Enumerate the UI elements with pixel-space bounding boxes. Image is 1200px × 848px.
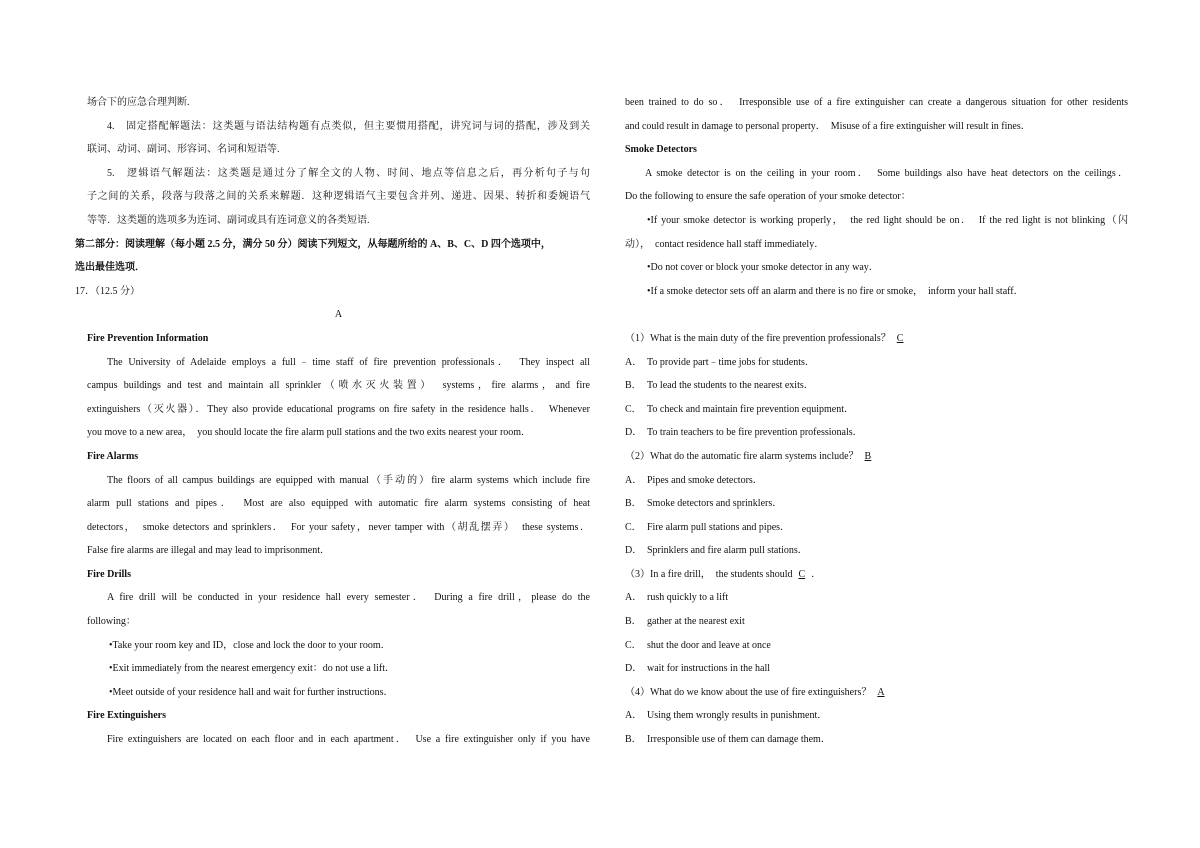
option-letter: B． xyxy=(625,616,642,628)
question-1-option-b xyxy=(625,374,1128,398)
p4-cont-line-2: and could result in damage to personal property． Misuse of a fire extinguisher will result in fines． xyxy=(625,120,1031,132)
p3-line-2: following： xyxy=(87,616,136,628)
p1-line-1: The University of Adelaide employs a full﹣time staff of fire prevention professionals． They inspect all xyxy=(107,356,590,368)
answer-blank: C xyxy=(798,568,806,580)
heading-smoke-detectors: Smoke Detectors xyxy=(625,144,697,156)
question-1-option-d xyxy=(625,421,1128,445)
option-letter: D． xyxy=(625,663,643,675)
tip-5-line-2: 子之间的关系，段落与段落之间的关系来解题．这种逻辑语气主要包含并列、递进、因果、转折和委婉语气 xyxy=(87,191,590,203)
drill-bullet-2: •Exit immediately from the nearest emergency exit：do not use a lift． xyxy=(109,663,396,675)
p5-line-1: A smoke detector is on the ceiling in your room． Some buildings also have heat detectors on the ceilings． xyxy=(645,167,1128,179)
question-2-option-b xyxy=(625,492,1128,516)
option-letter: B． xyxy=(625,380,642,392)
smoke-bullet-1-line-2: 动）， contact residence hall staff immediately． xyxy=(625,238,825,250)
tip-4-line-2: 联词、动词、副词、形容词、名词和短语等. xyxy=(87,144,280,156)
passage-title: Fire Prevention Information xyxy=(87,332,209,344)
answer-blank: A xyxy=(877,686,885,698)
smoke-bullet-2: •Do not cover or block your smoke detector in any way． xyxy=(647,262,879,274)
intro-tail: 场合下的应急合理判断. xyxy=(87,97,190,108)
question-3-option-b xyxy=(625,610,1128,634)
p2-line-2: alarm pull stations and pipes． Most are also equipped with automatic fire alarm systems consisting of heat xyxy=(87,498,590,510)
option-text: gather at the nearest exit xyxy=(647,616,745,628)
section-heading-line-2: 选出最佳选项． xyxy=(75,262,145,274)
question-3-option-c xyxy=(625,634,1128,658)
question-stem-text: （2）What do the automatic fire alarm systems include？ xyxy=(625,450,859,462)
option-text: wait for instructions in the hall xyxy=(647,663,771,675)
heading-fire-drills: Fire Drills xyxy=(87,568,131,580)
tip-5-line-1: 5. 逻辑语气解题法：这类题是通过分了解全文的人物、时间、地点等信息之后，再分析句子与句 xyxy=(107,167,590,179)
right-column xyxy=(625,91,1128,752)
option-text: shut the door and leave at once xyxy=(647,639,771,651)
question-stem-text: （3）In a fire drill， the students should xyxy=(625,568,793,580)
question-1-option-c xyxy=(625,398,1128,422)
option-text: To lead the students to the nearest exits． xyxy=(647,380,814,392)
option-text: rush quickly to a lift xyxy=(647,592,729,604)
tip-4-line-1: 4. 固定搭配解题法：这类题与语法结构题有点类似，但主要惯用搭配，讲究词与词的搭配，涉及到关 xyxy=(107,120,590,132)
option-letter: A． xyxy=(625,474,643,486)
question-suffix: ． xyxy=(811,568,822,580)
question-3-stem xyxy=(625,563,1128,587)
p4-cont-line-1: been trained to do so． Irresponsible use of a fire extinguisher can create a dangerous situation for other residents xyxy=(625,97,1128,108)
question-3-option-d xyxy=(625,657,1128,681)
answer-blank: B xyxy=(864,450,872,462)
p5-line-2: Do the following to ensure the safe operation of your smoke detector： xyxy=(625,191,911,203)
option-letter: A． xyxy=(625,592,643,604)
option-letter: C． xyxy=(625,521,642,533)
question-4-stem xyxy=(625,681,1128,705)
option-text: To train teachers to be fire prevention professionals． xyxy=(647,427,863,439)
option-text: Sprinklers and fire alarm pull stations． xyxy=(647,545,808,557)
option-text: To check and maintain fire prevention equipment． xyxy=(647,403,855,415)
question-4-option-a xyxy=(625,704,1128,728)
passage-label: A xyxy=(334,309,343,321)
option-text: Fire alarm pull stations and pipes． xyxy=(647,521,791,533)
p1-line-2: campus buildings and test and maintain all sprinkler（喷水灭火装置） systems，fire alarms，and fire xyxy=(87,380,590,392)
option-letter: A． xyxy=(625,710,643,722)
smoke-bullet-1-line-1: •If your smoke detector is working properly， the red light should be on． If the red light is not blinking（闪 xyxy=(647,214,1128,226)
option-letter: C． xyxy=(625,403,642,415)
p4-line-1: Fire extinguishers are located on each floor and in each apartment． Use a fire extinguisher only if you have xyxy=(107,734,590,746)
option-letter: D． xyxy=(625,427,643,439)
option-letter: B． xyxy=(625,734,642,746)
p2-line-4: False fire alarms are illegal and may lead to imprisonment． xyxy=(87,545,330,557)
question-2-stem xyxy=(625,445,1128,469)
heading-fire-alarms: Fire Alarms xyxy=(87,450,139,462)
question-3-option-a xyxy=(625,586,1128,610)
drill-bullet-3: •Meet outside of your residence hall and wait for further instructions． xyxy=(109,686,394,698)
option-text: Irresponsible use of them can damage them． xyxy=(647,734,831,746)
spacer xyxy=(625,303,1128,327)
question-stem-text: （1）What is the main duty of the fire prevention professionals？ xyxy=(625,332,891,344)
smoke-bullet-3: •If a smoke detector sets off an alarm and there is no fire or smoke， inform your hall staff． xyxy=(647,285,1024,297)
question-number: 17．（12.5 分） xyxy=(75,285,140,297)
option-letter: C． xyxy=(625,639,642,651)
p1-line-4: you move to a new area， you should locate the fire alarm pull stations and the two exits nearest your room． xyxy=(87,427,532,439)
left-column xyxy=(75,91,590,752)
question-1-stem xyxy=(625,327,1128,351)
p2-line-3: detectors， smoke detectors and sprinklers． For your safety，never tamper with（胡乱摆弄） these systems． xyxy=(87,521,590,533)
option-letter: D． xyxy=(625,545,643,557)
p3-line-1: A fire drill will be conducted in your residence hall every semester． During a fire drill，please do the xyxy=(107,592,590,604)
section-heading-line-1: 第二部分：阅读理解（每小题 2.5 分，满分 50 分）阅读下列短文，从每题所给的 A、B、C、D 四个选项中， xyxy=(75,238,551,250)
question-2-option-a xyxy=(625,469,1128,493)
tip-5-line-3: 等等．这类题的选项多为连词、副词或具有连词意义的各类短语. xyxy=(87,214,370,226)
question-4-option-b xyxy=(625,728,1128,752)
heading-fire-extinguishers: Fire Extinguishers xyxy=(87,710,166,722)
option-text: Pipes and smoke detectors． xyxy=(647,474,763,486)
p1-line-3: extinguishers（灭火器）．They also provide educational programs on fire safety in the residence halls． Whenever xyxy=(87,403,590,415)
answer-blank: C xyxy=(896,332,904,344)
question-stem-text: （4）What do we know about the use of fire extinguishers？ xyxy=(625,686,872,698)
drill-bullet-1: •Take your room key and ID，close and lock the door to your room． xyxy=(109,639,391,651)
option-text: Smoke detectors and sprinklers． xyxy=(647,498,783,510)
question-2-option-c xyxy=(625,516,1128,540)
option-letter: A． xyxy=(625,356,643,368)
p2-line-1: The floors of all campus buildings are equipped with manual（手动的）fire alarm systems which include fire xyxy=(107,474,590,486)
option-letter: B． xyxy=(625,498,642,510)
option-text: Using them wrongly results in punishment． xyxy=(647,710,828,722)
question-2-option-d xyxy=(625,539,1128,563)
option-text: To provide part﹣time jobs for students． xyxy=(647,356,815,368)
question-1-option-a xyxy=(625,351,1128,375)
